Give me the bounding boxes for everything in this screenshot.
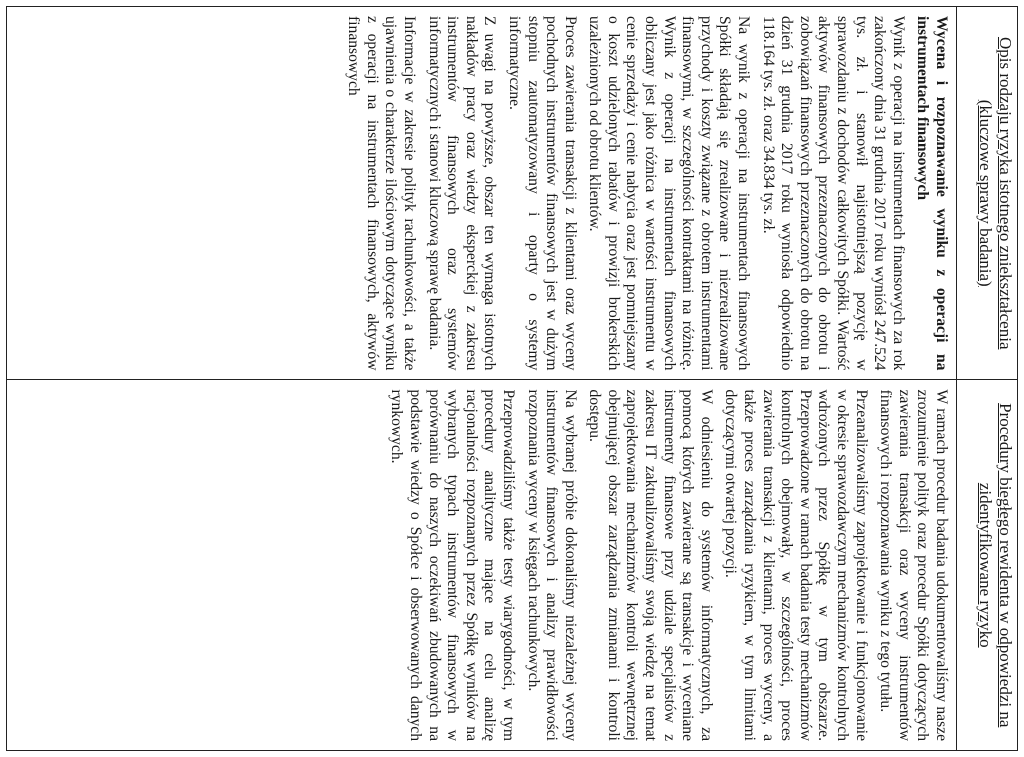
audit-matters-table: [6, 6, 1018, 751]
left-paragraph-3: Proces zawierania transakcji z klientami oraz wyceny pochodnych instrumentów finansowych jest w dużym stopniu zautomatyzowany i oparty o systemy informatyczne.: [505, 16, 579, 371]
left-paragraph-4: Z uwagi na powyższe, obszar ten wymaga istotnych nakładów pracy oraz wiedzy eksperckiej z zakresu instrumentów finansowych oraz systemów informatycznych i stanowi kluczową sprawę badania.: [425, 16, 499, 371]
left-paragraph-2: Na wynik z operacji na instrumentach finansowych Spółki składają się zrealizowane i niezrealizowane przychody i koszty związane z obrotem instrumentami finansowymi, w szczególności kontraktami na różnicę. Wynik z operacji na instrumentach finansowych obliczany jest jako różnica w wartości instrumentu w cenie sprzedaży i cenie nabycia oraz jest pomniejszany o koszt udzielonych rabatów i prowizji brokerskich uzależnionych od obrotu klientów.: [586, 16, 753, 371]
right-paragraph-1: W ramach procedur badania udokumentowaliśmy nasze zrozumienie polityk oraz procedur Spółki dotyczących zawierania transakcji oraz wyceny instrumentów finansowych i rozpoznawania wyniku z tego tytułu.: [877, 389, 950, 741]
table-header-row: [957, 7, 1018, 751]
right-paragraph-4: Na wybranej próbie dokonaliśmy niezależnej wyceny instrumentów finansowych i analizy prawidłowości rozpoznania wyceny w księgach rachunkowych.: [524, 389, 579, 741]
left-paragraph-1: Wynik z operacji na instrumentach finansowych za rok zakończony dnia 31 grudnia 2017 roku wyniósł 247.524 tys. zł. i stanowił najistotniejszą pozycję w sprawozdaniu z dochodów całkowitych Spółki. Wartość aktywów finansowych przeznaczonych do obrotu i zobowiązań finansowych przeznaczonych do obrotu na dzień 31 grudnia 2017 roku wyniosła odpowiednio 118.164 tys. zł. oraz 34.834 tys. zł.: [759, 16, 907, 371]
auditor-procedures-column: [7, 380, 957, 751]
right-column-header: Procedury biegłego rewidenta w odpowiedzi na zidentyfikowane ryzyko: [957, 380, 1018, 751]
risk-description-column: [7, 7, 957, 380]
section-heading: Wycena i rozpoznawanie wyniku z operacji na instrumentach finansowych: [914, 16, 950, 371]
left-paragraph-5: Informacje w zakresie polityk rachunkowości, a także ujawnienia o charakterze ilościowym dotyczące wyniku z operacji na instrumentach finansowych, aktywów finansowych: [345, 16, 418, 371]
left-column-header: Opis rodzaju ryzyka istotnego zniekształcenia (kluczowe sprawy badania): [957, 7, 1018, 380]
right-paragraph-3: W odniesieniu do systemów informatycznych, za pomocą których zawierane są transakcje i wyceniane instrumenty finansowe przy udziale specjalistów z zakresu IT zaktualizowaliśmy swoją wiedzę na temat zaprojektowania mechanizmów kontroli wewnętrznej obejmującej obszar zarządzania zmianami i kontroli dostępu.: [586, 389, 715, 741]
right-paragraph-5: Przeprowadziliśmy także testy wiarygodności, w tym procedury analityczne mające na celu analizę racjonalności rozpoznanych przez Spółkę wyników na wybranych typach instrumentów finansowych w porównaniu do naszych oczekiwań zbudowanych na podstawie wiedzy o Spółce i obserwowanych danych rynkowych.: [388, 389, 517, 741]
right-paragraph-2: Przeanalizowaliśmy zaprojektowanie i funkcjonowanie w okresie sprawozdawczym mechanizmów kontrolnych wdrożonych przez Spółkę w tym obszarze. Przeprowadzone w ramach badania testy mechanizmów kontrolnych obejmowały, w szczególności, proces zawierania transakcji z klientami, proces wyceny, a także proces zarządzania ryzykiem, w tym limitami dotyczącymi otwartej pozycji.: [722, 389, 870, 741]
table-body-row: [7, 7, 957, 751]
